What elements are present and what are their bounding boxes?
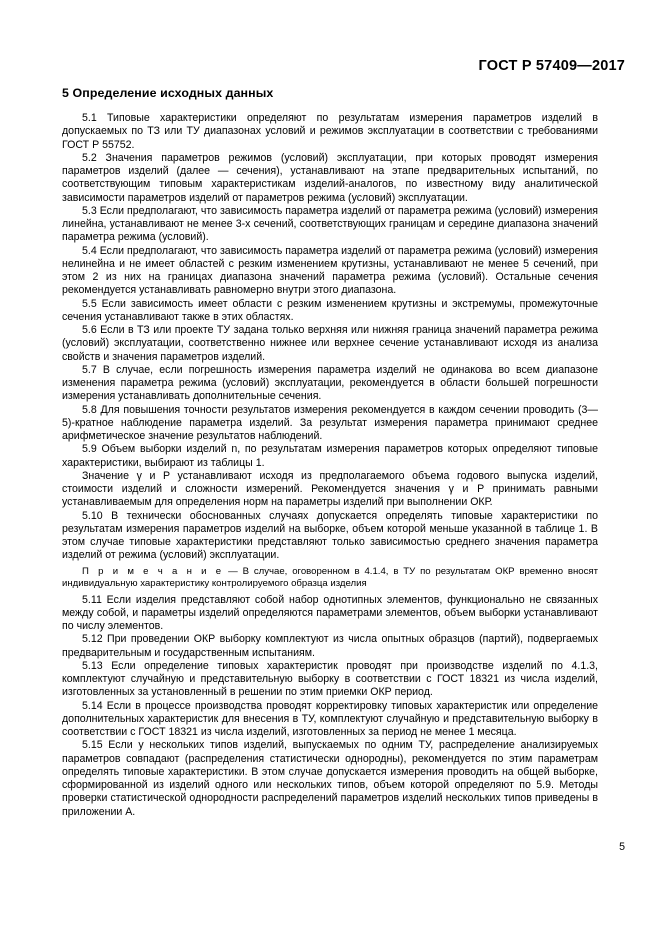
paragraph-5-5: 5.5 Если зависимость имеет области с резким изменением крутизны и экстремумы, промежуточные сечения устанавливают также в этих областях. <box>62 297 598 323</box>
paragraph-5-4: 5.4 Если предполагают, что зависимость параметра изделий от параметра режима (условий) измерения нелинейна и не имеет областей с резким изменением крутизны, устанавливают не менее 5 сечений, при этом 2 из них на границах диапазона значений параметра режима (условий). Остальные сечения рекомендуется устанавливать равномерно внутри этого диапазона. <box>62 244 598 297</box>
note-block <box>62 566 598 591</box>
paragraph-5-7: 5.7 В случае, если погрешность измерения параметра изделий не одинакова во всем диапазоне изменения параметра режима (условий) эксплуатации, рекомендуется в области большей погрешности измерения устанавливать дополнительные сечения. <box>62 363 598 403</box>
section-heading: 5 Определение исходных данных <box>62 86 274 100</box>
paragraph-5-9: 5.9 Объем выборки изделий n, по результатам измерения параметров которых определяют типовые характеристики, выбирают из таблицы 1. <box>62 443 598 469</box>
paragraph-5-12: 5.12 При проведении ОКР выборку комплектуют из числа опытных образцов (партий), подвергаемых предварительным и государственным испытаниям. <box>62 633 598 659</box>
paragraph-5-15: 5.15 Если у нескольких типов изделий, выпускаемых по одним ТУ, распределение анализируемых параметров совпадают (распределения статистически однородны), рекомендуется по этим параметрам определять типовые характеристики. В этом случае допускается измерения проводить на общей выборке, сформированной из изделий одного или нескольких типов, объем которой определяют по 5.9. Методы проверки статистической однородности распределений параметров изделий нескольких типов приведены в приложении А. <box>62 739 598 818</box>
paragraph-5-1: 5.1 Типовые характеристики определяют по результатам измерения параметров изделий в допускаемых по ТЗ или ТУ диапазонах условий и режимов эксплуатации в соответствии с требованиями ГОСТ Р 55752. <box>62 112 598 151</box>
note-text: — В случае, оговоренном в 4.1.4, в ТУ по результатам ОКР временно вносят индивидуальную характеристику контролируемого образца изделия <box>62 565 598 590</box>
note-label: П р и м е ч а н и е <box>82 565 224 577</box>
paragraph-5-11: 5.11 Если изделия представляют собой набор однотипных элементов, функционально не связанных между собой, и параметры изделий определяются параметрами элементов, объем выборки устанавливают по числу элементов. <box>62 593 598 633</box>
page-number: 5 <box>619 841 625 853</box>
paragraph-5-10: 5.10 В технически обоснованных случаях допускается определять типовые характеристики по результатам измерения параметров изделий на выборке, объем которой меньше указанной в таблице 1. В этом случае типовые характеристики представляют только зависимостью среднего значения параметра изделий от режима (условий) эксплуатации. <box>62 509 598 562</box>
paragraph-5-3: 5.3 Если предполагают, что зависимость параметра изделий от параметра режима (условий) измерения линейна, устанавливают не менее 3-х сечений, соответствующих границам и середине диапазона значений параметра режима (условий). <box>62 204 598 244</box>
page-header-standard-title: ГОСТ Р 57409—2017 <box>478 58 625 74</box>
paragraph-5-6: 5.6 Если в ТЗ или проекте ТУ задана только верхняя или нижняя граница значений параметра режима (условий) эксплуатации, соответственно нижнее или верхнее сечение устанавливают исходя из анализа свойств и значения параметров изделий. <box>62 324 598 363</box>
paragraph-5-14: 5.14 Если в процессе производства проводят корректировку типовых характеристик или определение дополнительных характеристик для внесения в ТУ, комплектуют случайную и представительную выборку в соответствии с ГОСТ 18321 из числа изделий, изготовленных за период не менее 1 месяца. <box>62 699 598 739</box>
paragraph-gamma-p: Значение γ и P устанавливают исходя из предполагаемого объема годового выпуска изделий, стоимости изделий и сложности измерений. Рекомендуется значения γ и P принимать равными устанавливаемым для определения норм на параметры изделий при выполнении ОКР. <box>62 469 598 509</box>
paragraph-5-8: 5.8 Для повышения точности результатов измерения рекомендуется в каждом сечении проводить (3—5)-кратное наблюдение параметра изделий. За результат измерения параметра принимают среднее арифметическое значение результатов наблюдений. <box>62 403 598 442</box>
paragraph-5-13: 5.13 Если определение типовых характеристик проводят при производстве изделий по 4.1.3, комплектуют случайную и представительную выборку в соответствии с ГОСТ 18321 из числа изделий, изготовленных за установленный в решении по этим приемки ОКР период. <box>62 659 598 699</box>
paragraph-5-2: 5.2 Значения параметров режимов (условий) эксплуатации, при которых проводят измерения параметров изделий (далее — сечения), устанавливают на этапе предварительных испытаний, по соответствующим типовым характеристикам изделий-аналогов, по известному виду аналитической зависимости параметров изделий от параметров режима (условий) эксплуатации. <box>62 151 598 204</box>
document-body <box>62 86 598 819</box>
